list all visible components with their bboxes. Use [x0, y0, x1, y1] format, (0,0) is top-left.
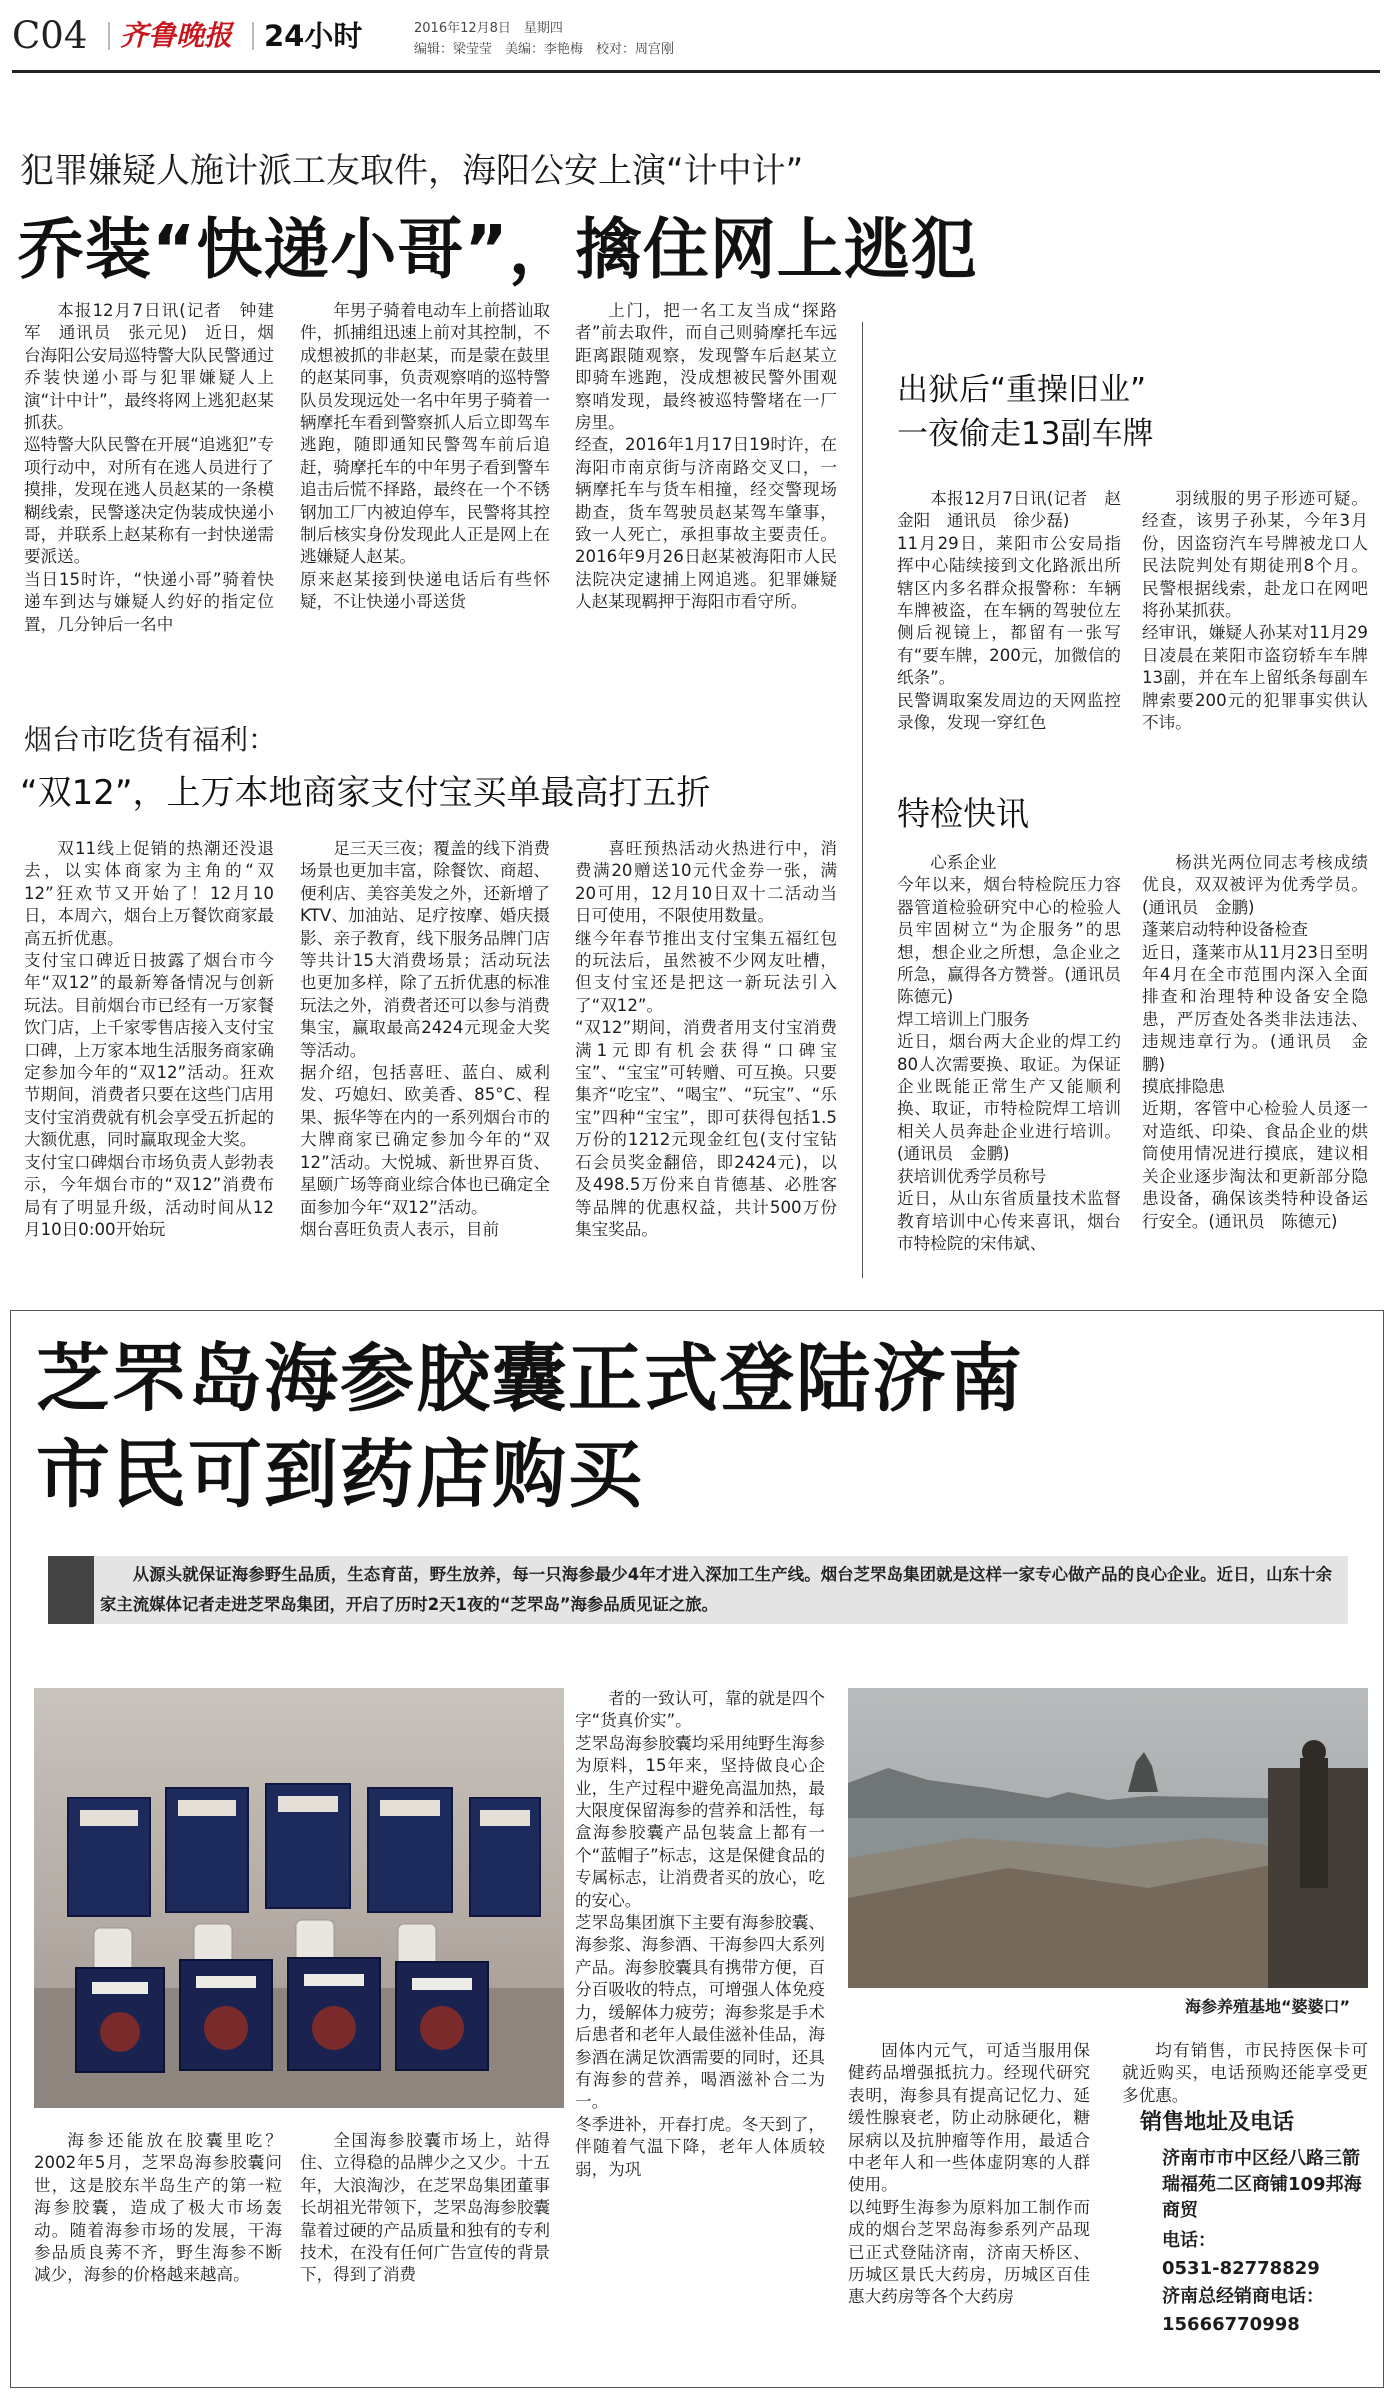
phone-label: 电话：: [1162, 2230, 1216, 2251]
sales-box: [1122, 2100, 1368, 2380]
article-headline: 乔装“快递小哥”，擒住网上逃犯: [18, 211, 978, 288]
masthead-rule: [12, 70, 1380, 73]
sales-title: 销售地址及电话: [1140, 2110, 1295, 2135]
photo-caption: 海参养殖基地“婆婆口”: [1184, 1997, 1350, 2016]
seashore-photo: [848, 1688, 1368, 1988]
article-column: 足三天三夜；覆盖的线下消费场景也更加丰富，除餐饮、商超、便利店、美容美发之外，还新增了KTV、加油站、足疗按摩、婚庆摄影、亲子教育，线下服务品牌门店等共计15大消费场景；活动玩法也更加多样，除了五折优惠的标准玩法之外，消费者还可以参与消费集宝，赢取最高2424元现金大奖等活动。 据介绍，包括喜旺、蓝白、威利发、巧媳妇、欧美香、85°C、程果、振华等在内的一系列烟台市的大牌商家已确定参加今年的“双12”活动。大悦城、新世界百货、星颐广场等商业综合体也已确定全面参加今年“双12”活动。 烟台喜旺负责人表示，目前: [300, 839, 550, 1239]
ad-lead: 从源头就保证海参野生品质，生态育苗，野生放养，每一只海参最少4年才进入深加工生产线。烟台芝罘岛集团就是这样一家专心做产品的良心企业。近日，山东十余家主流媒体记者走进芝罘岛集团，开启了历时2天1夜的“芝罘岛”海参品质见证之旅。: [100, 1565, 1332, 1614]
page-number: C04: [12, 14, 88, 57]
staff-credits: 编辑：梁莹莹 美编：李艳梅 校对：周宫刚: [414, 42, 675, 57]
article-headline: “双12”，上万本地商家支付宝买单最高打五折: [20, 773, 711, 813]
masthead-divider: [252, 22, 254, 50]
article-column: 羽绒服的男子形迹可疑。经查，该男子孙某，今年3月份，因盗窃汽车号牌被龙口人民法院判处有期徒刑8个月。民警根据线索，赴龙口在网吧将孙某抓获。 经审讯，嫌疑人孙某对11月29日凌晨在莱阳市盗窃轿车车牌13副，并在车上留纸条每副车牌索要200元的犯罪事实供认不讳。: [1142, 489, 1368, 733]
masthead-divider: [108, 22, 110, 50]
ad-column: 者的一致认可，靠的就是四个字“货真价实”。 芝罘岛海参胶囊均采用纯野生海参为原料，15年来，坚持做良心企业，生产过程中避免高温加热，最大限度保留海参的营养和活性，每盒海参胶囊产品包装盒上都有一个“蓝帽子”标志，这是保健食品的专属标志，让消费者买的放心，吃的安心。 芝罘岛集团旗下主要有海参胶囊、海参浆、海参酒、干海参四大系列产品。海参胶囊具有携带方便，百分百吸收的特点，可增强人体免疫力，缓解体力疲劳；海参浆是手术后患者和老年人最佳滋补佳品，海参酒在满足饮酒需要的同时，还具有海参的营养，喝酒滋补合二为一。 冬季进补，开春打虎。冬天到了，伴随着气温下降，老年人体质较弱，为巩: [575, 1689, 825, 2179]
ad-column: 全国海参胶囊市场上，站得住、立得稳的品牌少之又少。十五年，大浪淘沙，在芝罘岛集团董事长胡祖光带领下，芝罘岛海参胶囊靠着过硬的产品质量和独有的专利技术，在没有任何广告宣传的背景下，得到了消费: [300, 2131, 550, 2285]
article-kicker: 犯罪嫌疑人施计派工友取件，海阳公安上演“计中计”: [20, 151, 804, 191]
masthead: [0, 0, 1395, 68]
article-column: 喜旺预热活动火热进行中，消费满20赠送10元代金券一张，满20可用，12月10日双十二活动当日可使用，不限使用数量。 继今年春节推出支付宝集五福红包的玩法后，虽然被不少网友吐槽，但支付宝还是把这一新玩法引入了“双12”。 “双12”期间，消费者用支付宝消费满1元即有机会获得“口碑宝宝”、“宝宝”可转赠、可互换。只要集齐“吃宝”、“喝宝”、“玩宝”、“乐宝”四种“宝宝”，即可获得包括1.5万份的1212元现金红包(支付宝钻石会员奖金翻倍，即2424元)，以及498.5万份来自肯德基、必胜客等品牌的优惠权益，共计500万份集宝奖品。: [575, 839, 837, 1239]
ad-headline: 芝罘岛海参胶囊正式登陆济南: [36, 1336, 1024, 1422]
article-headline: 出狱后“重操旧业” 一夜偷走13副车牌: [897, 372, 1154, 452]
article-column: 本报12月7日讯(记者 钟建军 通讯员 张元见) 近日，烟台海阳公安局巡特警大队民警通过乔装快递小哥与犯罪嫌疑人上演“计中计”，最终将网上逃犯赵某抓获。 巡特警大队民警在开展“追逃犯”专项行动中，对所有在逃人员进行了摸排，发现在逃人员赵某的一条模糊线索，民警遂决定伪装成快递小哥，并联系上赵某称有一封快递需要派送。 当日15时许，“快递小哥”骑着快递车到达与嫌疑人约好的指定位置，几分钟后一名中: [24, 301, 274, 634]
article-column: 双11线上促销的热潮还没退去，以实体商家为主角的“双12”狂欢节又开始了！12月10日，本周六，烟台上万餐饮商家最高五折优惠。 支付宝口碑近日披露了烟台市今年“双12”的最新筹备情况与创新玩法。目前烟台市已经有一万家餐饮门店，上千家零售店接入支付宝口碑，上万家本地生活服务商家确定参加今年的“双12”活动。狂欢节期间，消费者只要在这些门店用支付宝消费就有机会享受五折起的大额优惠，同时赢取现金大奖。 支付宝口碑烟台市场负责人彭勃表示，今年烟台市的“双12”消费布局有了明显升级，活动时间从12月10日0:00开始玩: [24, 839, 274, 1239]
column-title: 特检快讯: [897, 794, 1029, 833]
article-column: 上门，把一名工友当成“探路者”前去取件，而自己则骑摩托车远距离跟随观察，发现警车后赵某立即骑车逃跑，没成想被民警外围观察哨发现，最终被巡特警堵在一厂房里。 经查，2016年1月17日19时许，在海阳市南京街与济南路交叉口，一辆摩托车与货车相撞，经交警现场勘查，货车驾驶员赵某驾车肇事，致一人死亡，承担事故主要责任。2016年9月26日赵某被海阳市人民法院决定逮捕上网追逃。犯罪嫌疑人赵某现羁押于海阳市看守所。: [575, 301, 837, 612]
distributor-phone: 15666770998: [1162, 2314, 1300, 2335]
ad-headline: 市民可到药店购买: [36, 1432, 644, 1518]
sales-address: 济南市市中区经八路三箭瑞福苑二区商铺109邦海商贸: [1162, 2148, 1362, 2221]
issue-date: 2016年12月8日 星期四: [414, 21, 563, 36]
article-column: 心系企业 今年以来，烟台特检院压力容器管道检验研究中心的检验人员牢固树立“为企服务”的思想，想企业之所想，急企业之所急，赢得各方赞誉。(通讯员 陈德元) 焊工培训上门服务 近日，烟台两大企业的焊工约80人次需要换、取证。为保证企业既能正常生产又能顺利换、取证，市特检院焊工培训相关人员奔赴企业进行培训。(通讯员 金鹏) 获培训优秀学员称号 近日，从山东省质量技术监督教育培训中心传来喜讯，烟台市特检院的宋伟斌、: [897, 853, 1121, 1253]
ad-column: 固体内元气，可适当服用保健药品增强抵抗力。经现代研究表明，海参具有提高记忆力、延缓性腺衰老，防止动脉硬化，糖尿病以及抗肿瘤等作用，最适合中老年人和一些体虚阴寒的人群使用。 以纯野生海参为原料加工制作而成的烟台芝罘岛海参系列产品现已正式登陆济南，济南天桥区、历城区景氏大药房，历城区百佳惠大药房等各个大药房: [848, 2041, 1090, 2307]
distributor-label: 济南总经销商电话：: [1162, 2286, 1324, 2307]
article-column: 杨洪光两位同志考核成绩优良，双双被评为优秀学员。(通讯员 金鹏) 蓬莱启动特种设备检查 近日，蓬莱市从11月23日至明年4月在全市范围内深入全面排查和治理特种设备安全隐患，严厉查处各类非法违法、违规违章行为。(通讯员 金鹏) 摸底排隐患 近期，客管中心检验人员逐一对造纸、印染、食品企业的烘筒使用情况进行摸底，建议相关企业逐步淘汰和更新部分隐患设备，确保该类特种设备运行安全。(通讯员 陈德元): [1142, 853, 1368, 1231]
article-column: 年男子骑着电动车上前搭讪取件，抓捕组迅速上前对其控制，不成想被抓的非赵某，而是蒙在鼓里的赵某同事，负责观察哨的巡特警队员发现远处一名中年男子骑着一辆摩托车看到警察抓人后立即驾车逃跑，随即通知民警驾车前后追赶，骑摩托车的中年男子看到警车追击后慌不择路，最终在一个不锈钢加工厂内被迫停车，民警将其控制后核实身份发现此人正是网上在逃嫌疑人赵某。 原来赵某接到快递电话后有些怀疑，不让快递小哥送货: [300, 301, 550, 612]
paper-logo: 齐鲁晚报: [120, 19, 233, 52]
article-kicker: 烟台市吃货有福利：: [24, 723, 277, 756]
section-name: 24小时: [264, 19, 363, 53]
seashore-image: [848, 1688, 1368, 1988]
column-divider: [862, 322, 863, 1278]
capsule-boxes-image: [34, 1688, 564, 2108]
product-photo: [34, 1688, 564, 2108]
article-column: 本报12月7日讯(记者 赵金阳 通讯员 徐少磊) 11月29日，莱阳市公安局指挥中心陆续接到文化路派出所辖区内多名群众报警称：车辆车牌被盗，在车辆的驾驶位左侧后视镜上，都留有一张写有“要车牌，200元，加微信的纸条”。 民警调取案发周边的天网监控录像，发现一穿红色: [897, 489, 1121, 733]
phone-number: 0531-82778829: [1162, 2258, 1320, 2279]
ad-lead-accent: [48, 1556, 94, 1624]
ad-column: 均有销售，市民持医保卡可就近购买，电话预购还能享受更多优惠。: [1122, 2041, 1368, 2105]
ad-column: 海参还能放在胶囊里吃？2002年5月，芝罘岛海参胶囊问世，这是胶东半岛生产的第一粒海参胶囊，造成了极大市场轰动。随着海参市场的发展，干海参品质良莠不齐，野生海参不断减少，海参的价格越来越高。: [34, 2131, 282, 2285]
